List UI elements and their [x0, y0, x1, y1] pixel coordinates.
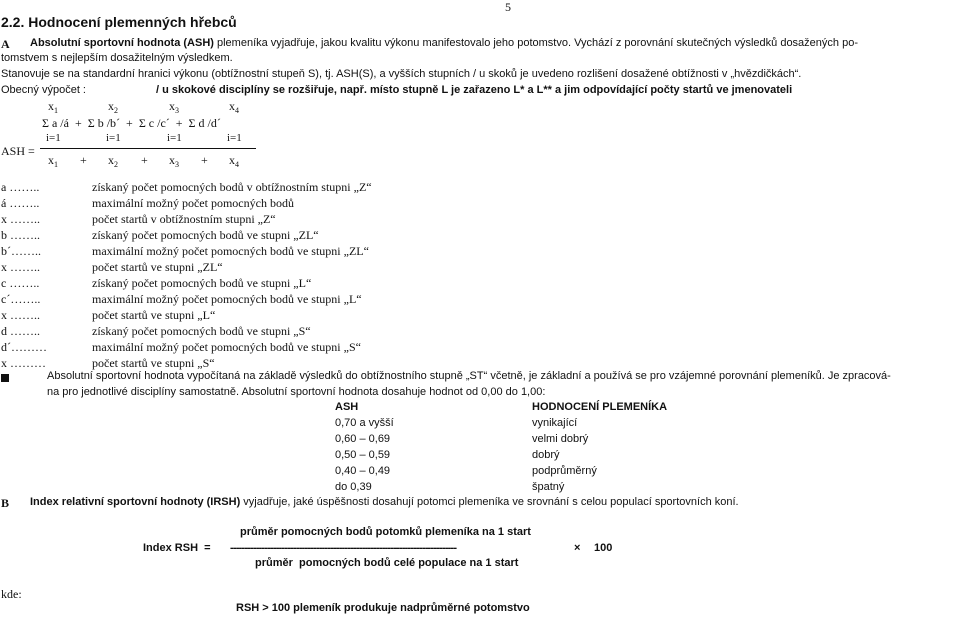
section-a-letter: A	[1, 37, 10, 51]
table-header-rating: HODNOCENÍ PLEMENÍKA	[532, 401, 668, 413]
table-cell-range: 0,50 – 0,59	[335, 449, 391, 461]
formula-fraction-bar	[40, 148, 256, 149]
section-b-text	[30, 497, 739, 508]
legend-symbol: d ……..	[1, 324, 40, 338]
formula-bottom-x4: $x_4$	[229, 153, 239, 169]
formula-plus-1: +	[80, 153, 87, 167]
legend-description: získaný počet pomocných bodů ve stupni „L“	[92, 276, 312, 290]
irsh-definition: vyjadřuje, jaké úspěšnosti dosahují potomci plemeníka ve srovnání s celou populací sportovních koní.	[240, 496, 739, 508]
formula-plus-2: +	[141, 153, 148, 167]
page-number: 5	[505, 0, 511, 14]
formula-bottom-x1: $x_1$	[48, 153, 58, 169]
note-line2: na pro jednotlivé disciplíny samostatně. Absolutní sportovní hodnota dosahuje hodnot od 0,00 do 1,00:	[47, 386, 546, 398]
legend-description: počet startů ve stupni „ZL“	[92, 260, 223, 274]
table-cell-rating: vynikající	[532, 417, 578, 429]
table-cell-range: 0,60 – 0,69	[335, 433, 391, 445]
index-times: ×	[574, 542, 581, 554]
legend-description: maximální možný počet pomocných bodů ve stupni „ZL“	[92, 244, 369, 258]
legend-description: počet startů ve stupni „L“	[92, 308, 216, 322]
formula-top-x3: $x_3$	[169, 99, 179, 115]
legend-symbol: a ……..	[1, 180, 40, 194]
legend-description: získaný počet pomocných bodů ve stupni „S“	[92, 324, 311, 338]
section-a-line3: Stanovuje se na standardní hranici výkonu (obtížnostní stupeň S), tj. ASH(S), a vyšších stupních / u skoků je uvedeno rozlišení dosažené obtížnosti v „hvězdičkách“.	[1, 68, 802, 80]
legend-symbol: x ……..	[1, 260, 40, 274]
table-cell-range: do 0,39	[335, 481, 372, 493]
general-calc-label: Obecný výpočet :	[1, 84, 86, 96]
index-hundred: 100	[594, 542, 613, 554]
table-cell-rating: velmi dobrý	[532, 433, 589, 445]
table-cell-rating: podprůměrný	[532, 465, 597, 477]
formula-lhs: ASH =	[1, 144, 35, 158]
irsh-term: Index relativní sportovní hodnoty (IRSH)	[30, 496, 241, 508]
legend-description: počet startů ve stupni „S“	[92, 356, 215, 370]
formula-bottom-x3: $x_3$	[169, 153, 179, 169]
legend-description: maximální možný počet pomocných bodů ve stupni „S“	[92, 340, 361, 354]
legend-symbol: c´……..	[1, 292, 41, 306]
table-cell-range: 0,40 – 0,49	[335, 465, 391, 477]
formula-limit-4: i=1	[227, 132, 242, 144]
formula-top-x1: $x_1$	[48, 99, 58, 115]
bullet-square-icon	[1, 374, 9, 382]
table-cell-rating: dobrý	[532, 449, 560, 461]
formula-bottom-x2: $x_2$	[108, 153, 118, 169]
legend-symbol: d´………	[1, 340, 47, 354]
table-header-ash: ASH	[335, 401, 359, 413]
jump-discipline-note: / u skokové disciplíny se rozšiřuje, např. místo stupně L je zařazeno L* a L** a jim odpovídající počty startů ve jmenovateli	[156, 84, 793, 96]
legend-symbol: á ……..	[1, 196, 40, 210]
legend-symbol: x ……..	[1, 308, 40, 322]
section-a-line4	[1, 85, 86, 96]
table-cell-range: 0,70 a vyšší	[335, 417, 394, 429]
formula-plus-3: +	[201, 153, 208, 167]
formula-limit-1: i=1	[46, 132, 61, 144]
index-lhs: Index RSH =	[143, 542, 211, 554]
formula-top-x2: $x_2$	[108, 99, 118, 115]
legend-description: získaný počet pomocných bodů ve stupni „ZL“	[92, 228, 319, 242]
index-fraction-dashes: -------------------------------------------------------------------------------	[230, 542, 457, 554]
ash-definition: plemeníka vyjadřuje, jakou kvalitu výkonu manifestovalo jeho potomstvo. Vychází z porovnání skutečných výsledků dosažených po-	[217, 37, 858, 49]
section-heading: 2.2. Hodnocení plemenných hřebců	[1, 14, 237, 30]
ash-term: Absolutní sportovní hodnota (ASH)	[30, 37, 214, 49]
index-numerator: průměr pomocných bodů potomků plemeníka na 1 start	[240, 526, 531, 538]
formula-numerator: Σ a /á + Σ b /b´ + Σ c /c´ + Σ d /d´	[42, 116, 221, 130]
legend-description: získaný počet pomocných bodů v obtížnostním stupni „Z“	[92, 180, 372, 194]
section-b-letter: B	[1, 496, 10, 510]
formula-top-x4: $x_4$	[229, 99, 239, 115]
legend-symbol: b´……..	[1, 244, 41, 258]
formula-limit-2: i=1	[106, 132, 121, 144]
rsh-interpretation: RSH > 100 plemeník produkuje nadprůměrné potomstvo	[236, 602, 530, 614]
legend-symbol: c ……..	[1, 276, 40, 290]
legend-description: počet startů v obtížnostním stupni „Z“	[92, 212, 276, 226]
table-cell-rating: špatný	[532, 481, 565, 493]
section-a-line2: tomstvem s nejlepším dosažitelným výsledkem.	[1, 52, 233, 64]
index-denominator: průměr pomocných bodů celé populace na 1 start	[255, 557, 519, 569]
legend-symbol: x ……..	[1, 212, 40, 226]
legend-symbol: x ………	[1, 356, 46, 370]
section-a-line1	[30, 38, 858, 49]
legend-description: maximální možný počet pomocných bodů ve stupni „L“	[92, 292, 362, 306]
kde-label: kde:	[1, 587, 22, 601]
legend-symbol: b ……..	[1, 228, 40, 242]
formula-limit-3: i=1	[167, 132, 182, 144]
legend-description: maximální možný počet pomocných bodů	[92, 196, 294, 210]
note-line1: Absolutní sportovní hodnota vypočítaná na základě výsledků do obtížnostního stupně „ST“ včetně, je základní a používá se pro vzájemné porovnání plemeníků. Je zpracová-	[47, 370, 891, 382]
